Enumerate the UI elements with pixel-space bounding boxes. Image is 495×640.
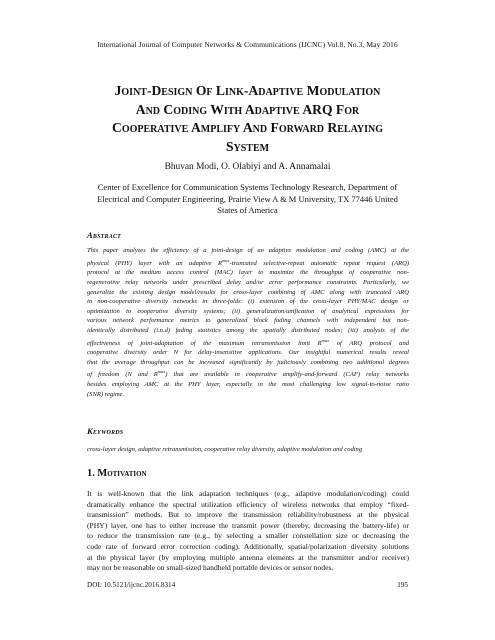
affiliation — [80, 182, 415, 217]
body-line: to reduce the transmission rate (e.g., by selecting a smaller constellation size or decreasing the — [87, 531, 409, 541]
title-line: System — [225, 138, 270, 154]
abstract-body — [87, 246, 409, 399]
abstract-line: physical (PHY) layer with an adaptive $R^{max}$-truncated selective-repeat automatic repeat request (ARQ) — [87, 257, 409, 267]
paper-title — [60, 82, 435, 156]
abstract-line: in non-cooperative diversity networks in three-folds: (i) extension of the cross-layer PHY/MAC design or — [87, 298, 409, 306]
keywords-list: cross-layer design, adaptive retransmission, cooperative relay diversity, adaptive modulation and coding — [87, 446, 363, 453]
footer-doi: DOI: 10.5121/ijcnc.2016.8314 — [87, 581, 176, 589]
abstract-line: (SNR) regime. — [87, 390, 125, 398]
title-line: And Coding With Adaptive ARQ For — [135, 101, 360, 117]
abstract-line: of freedom (N and $R^{max}$) that are available in cooperative amplify-and-forward (CAF) relay networks — [87, 369, 410, 379]
abstract-line: generalize the existing design model/results for cross-layer combining of AMC along with truncated ARQ — [87, 288, 409, 296]
affiliation-line: States of America — [217, 205, 278, 215]
section-heading-motivation: 1. Motivation — [87, 468, 147, 479]
keywords-heading: Keywords — [87, 426, 124, 436]
affiliation-line: Center of Excellence for Communication Systems Technology Research, Department of — [97, 182, 398, 192]
abstract-line: besides employing AMC at the PHY layer, especially in the most challenging low signal-to-noise ratio — [87, 381, 409, 389]
abstract-line: cooperative diversity order N for delay-insensitive applications. Our insightful numerical results reveal — [87, 349, 409, 357]
body-line: It is well-known that the link adaptation techniques (e.g., adaptive modulation/coding) could — [87, 489, 409, 498]
abstract-line: that the average throughput can be increased significantly by judiciously combining two additional degrees — [87, 358, 409, 366]
section-body-motivation — [87, 489, 409, 574]
authors: Bhuvan Modi, O. Olabiyi and A. Annamalai — [164, 162, 331, 172]
body-line: may not be reasonable on small-sized handheld portable devices or sensor nodes. — [87, 563, 334, 573]
title-line: Cooperative Amplify And Forward Relaying — [112, 120, 383, 136]
abstract-line: effectiveness of joint-adaptation of the maximum retransmission limit $R^{max}$ of ARQ protocol and — [87, 337, 409, 347]
body-line: at the physical layer (by employing multiple antenna elements at the transmitter and/or receiver) — [87, 552, 409, 562]
page-number: 195 — [397, 581, 408, 589]
abstract-line: identically distributed (i.n.d) fading statistics among the spatially distributed nodes; (iii) analysis of the — [87, 326, 409, 334]
body-line: (PHY) layer, one has to either increase the transmit power (thereby, decreasing the battery-life) or — [87, 520, 409, 530]
abstract-line: regenerative relay networks under prescribed delay and/or error performance constraints. Particularly, we — [87, 278, 409, 286]
abstract-line: protocol at the medium access control (MAC) layer to maximize the throughput of cooperative non- — [87, 269, 409, 277]
abstract-heading: Abstract — [87, 230, 122, 240]
journal-header: International Journal of Computer Networks & Communications (IJCNC) Vol.8, No.3, May 2016 — [97, 40, 398, 49]
body-line: code rate of forward error correction coding). Additionally, spatial/polarization diversity solutions — [87, 541, 409, 551]
affiliation-line: Electrical and Computer Engineering, Prairie View A & M University, TX 77446 United — [97, 193, 398, 204]
abstract-line: various network performance metrics to generalized block fading channels with independent but non- — [87, 317, 409, 325]
abstract-line: optimization to cooperative diversity systems; (ii) generalization/unification of analytical expressions for — [87, 307, 409, 315]
body-line: dramatically enhance the spectral utilization efficiency of wireless networks that employ “fixed- — [87, 499, 409, 509]
abstract-line: This paper analyzes the efficiency of a joint-design of an adaptive modulation and coding (AMC) at the — [87, 247, 409, 254]
body-line: transmission” methods. But to improve the transmission reliability/robustness at the physical — [87, 510, 409, 520]
title-line: Joint-Design Of Link-Adaptive Modulation — [114, 83, 381, 98]
